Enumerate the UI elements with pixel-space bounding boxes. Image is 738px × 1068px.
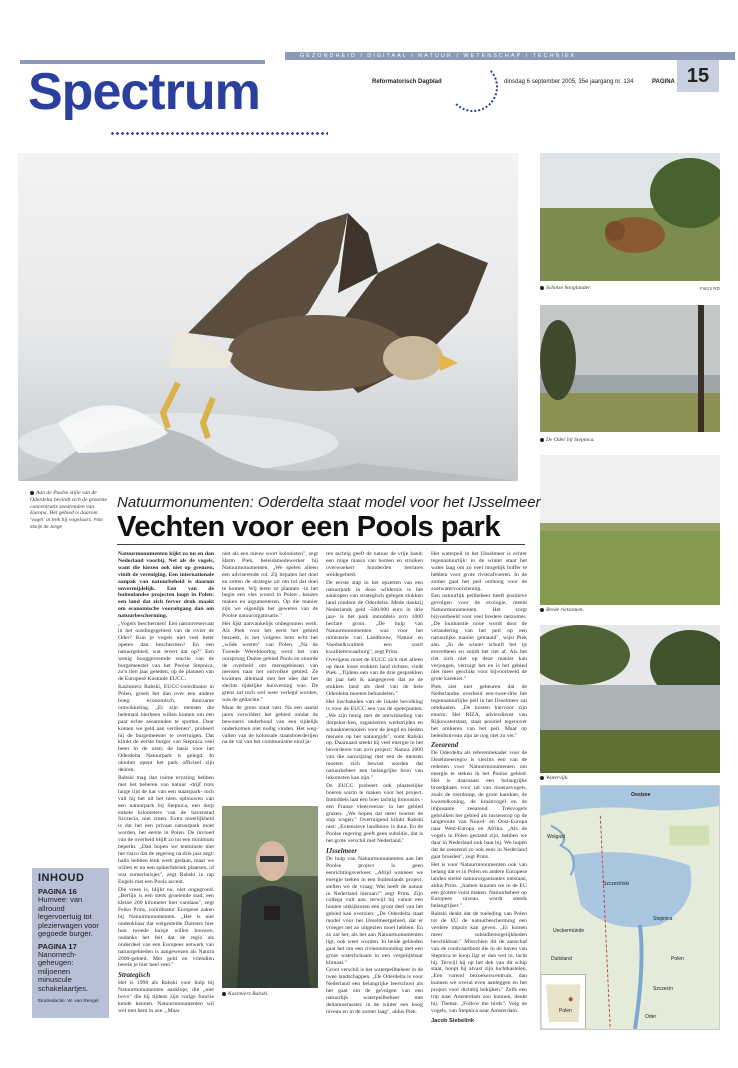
paragraph: niet als een nieuw soort kolonisten", zegt Harm Piek, beleidsmedewerker bij Natuurmonumenten. „We spelen alleen een adviserende rol. Zij bepalen het doel en zetten de strategie uit om tot dat doel te komen. Wij leren ze plannen -in het begin een vies woord in Polen-, keuzes maken en argumenteren. Op die manier zijn we eigenlijk het geweten van de Poolse natuurorganisatie." — [222, 551, 318, 620]
portrait-caption-text: Kazimierz Rabski. — [228, 991, 269, 997]
portrait-caption — [222, 991, 318, 998]
paragraph: Piek ziet niet gebeuren dat de Nederlandse overheid een-twee-drie het tegennatuurlijke peil in het IJsselmeer zal omdraaien. „De kosten hiervoor zijn enorm. Het RIZA, adviesdienst van Rijkswaterstaat, staat positief tegenover het omkeren van het peil. Maar op beleidsniveau zijn ze nog niet zo ver." — [431, 684, 527, 739]
paragraph: Kazimierz Rabski, EUCC-coördinator in Polen, groeit het dan over een andere boeg: economisch, duurzame ontwikkeling. „Er zijn mensen die helemaal hierheen willen komen om een paar echte zeearenden te spotten. Daar komen we geld aan verdienen", probeert hij de burgemeester te overtuigen. Dat klinkt de eerste burger van Stepnica veel beter in de oren; de basis voor het Oderdelta Natuurpark is gelegd. In oktober opent het park officieel zijn deuren. — [118, 684, 214, 774]
map-label-country1: Duitsland — [551, 956, 572, 962]
right-photos-credit: Foto's RD — [700, 286, 720, 291]
oder-caption-text: De Oder bij Stepnica. — [546, 437, 595, 443]
inhoud-title: INHOUD — [38, 872, 85, 884]
map-label-town3: Stepnica — [653, 916, 673, 922]
dotted-arc-icon — [448, 62, 498, 112]
article-column-3 — [326, 551, 423, 1051]
map-label-town1: Wolgast — [547, 834, 565, 840]
eagle-photo — [18, 153, 518, 481]
section-tags: GEZONDHEID / DIGITAAL / NATUUR / WETENSCHAP / TECHNIEK — [300, 53, 577, 59]
paragraph: Die vrees is, blijkt nu, niet ongegrond. „Berlijn is een sterk groeiende stad, een kleine 200 kilometer hier vandaan", zegt Feiko Prins, coördinator Europese zaken bij Natuurmonumenten. „Het is niet ondenkbaar dat welgestelde Duitsers hier hun tweede huisje willen bouwen, ondanks het feit dat de regio als onderdeel van een Europees netwerk van natuurgebieden is aangewezen als Natura 2000-gebied. Met geld en vriendien bereik je hier heel veel." — [118, 886, 214, 969]
caption-bullet — [30, 491, 34, 495]
inhoud-box — [32, 868, 109, 1018]
main-caption-text: Aan de Poolse stijle van de Oderdelta bevindt zich de grootste concentratie zeearenden van Europa. Het gebied is daarom 'vogel' in trek bij vogelaars. — [30, 490, 107, 524]
paragraph: Het waterpeil in het IJsselmeer is echter tegennatuurlijk: in de winter staat het water laag om zo veel mogelijk buffer te hebben voor grote rivierafvoeren. In de zomer gaat het peil omhoog voor de zoetwatervoorziening. — [431, 551, 527, 592]
section-title: Spectrum — [28, 63, 260, 121]
author-name: Jacob Siebelink — [431, 1017, 474, 1024]
subheading: Strategisch — [118, 971, 151, 980]
map-label-lagoon: Szczeciński — [603, 881, 630, 887]
subheading: IJsselmeer — [326, 847, 358, 856]
paragraph: Een natuurlijk peilbeheer heeft positieve gevolgen voor de ecologie, meent Natuurmonumenten. Het zorgt bijvoorbeeld voor veel bredere rietzomes. „De huidonstie nooe wordt door de verandering van het peil op een natuurlijke manier gemaaid", wijst Piek aan. „In de winter schuift het ijs erovetheen en snijdt het riet af. Als het riet zich niet op deze manier kan verjongen, verruigt het en is het gebied niet meer geschikt voor bijvoorbeeld de grote karekiet." — [431, 593, 527, 683]
caption-bullet — [540, 286, 544, 290]
paragraph: De hulp van Natuurmonumenten aan het Poolse project is geen eenrichtingsverkeer. „Altijd wanneer we energie steken in een buitenlands project, stellen we de vraag: Wat heeft de natuur in Nederland hieraan?" zegt Prins. Zijn collega vult aan, terwijl hij vanuit een houten uitkijktoren een groot deel van het gebied kan overzien: „De Oderdelta staat model voor het IJsselmeergebied, dat er vroeger net zo uitgezien moet hebben. En zo zal het, als het aan Natuurmonumenten ligt, ook weer worden. In beide gebieden gaat het om een rivierenmonding met een groot waterlichaam in een vergelijkbaar klimaat." — [326, 855, 423, 966]
paragraph: ren tachtig geeft de natuur de vrije hand; een ruige massa van bomen en struiken overwoekert honderden hectares weidegebied. — [326, 551, 423, 578]
paragraph: Het is voor Natuurmonumenten ook van belang dat er in Polen en andere Europese landen sterke natuurorganisaties ontstaan, aldus Prins. „Samen kunnen we in de EU een grotere vuist maken. Natuurbeheer op Europees niveau wordt steeds belangrijker." — [431, 861, 527, 910]
water-caption-text: Watervijk. — [546, 775, 569, 781]
paragraph: „Vogels beschermen! Een natuurreservaat in het oosdingsgebied van de rivier de Oder? Kun je vogels niet veel beter opeten dan beschermen? En een natuurgebied, wat levert dat op?" Een wenig hooggeroemde reactie van de burgemeester van het Poolse Stepnica, zo'n tien jaar geleden, op de plannen van de Europese Kustunie EUCC. — [118, 621, 214, 683]
article-headline: Vechten voor een Pools park — [117, 511, 500, 543]
caption-bullet — [222, 992, 226, 996]
map-label-town4: Szczecin — [653, 986, 674, 992]
page-label: PAGINA — [652, 79, 675, 85]
page-number: 15 — [677, 60, 719, 92]
rabski-portrait — [222, 806, 318, 988]
article-column-1 — [118, 551, 214, 1051]
article-column-4 — [431, 551, 527, 1051]
oderdelta-map — [540, 785, 720, 1030]
article-kicker: Natuurmonumenten: Oderdelta staat model voor het IJsselmeer — [117, 494, 541, 511]
paragraph: Het lijkt aanvankelijk onbegonnen werk. Als Piek voor het eerst het gebied bezoekt, is het volgens hem echt het „wilde westen" van Polen. „Na de Tweede Wereldoorlog werd het van oorsprong Duitse gebied Pools en stuurde de overheid om mensgebiesen van mensen naar het ontvolkte gebied. Ze kwamen allemaal met het idee dat het slechts tijdelijke huisvesting was. De grens zal toch wel weer verlegd worden, was de gedachte." — [222, 621, 318, 704]
highlander-photo — [540, 153, 720, 281]
paragraph: De EUCC probeert ook plaatselijke boeren warm te maken voor het project. Inmiddels laat één boer tachtig limousins -een Franse vleesveeras- in het gebied grazen. „We hopen dat meer boeren de stap wagen." Overtuigend klinkt Rabski niet: „Extensieve landbouw is duur. En de Poolse regering geeft geen subsidie, dat is het grote verschil met Nederland." — [326, 782, 423, 845]
caption-bullet — [540, 776, 544, 780]
paper-name: Reformatorisch Dagblad — [372, 79, 442, 85]
editor-credit: Eindredactie: W. van Rengel — [38, 999, 99, 1004]
main-photo-credit: Foto Marijn de Jonge — [30, 517, 103, 529]
reed-caption — [540, 607, 680, 614]
map-label-river: Oder — [645, 1014, 657, 1020]
inhoud-text-1: Humvee: van allround legervoertuig tot plezierwagen voor gegoede burger. — [38, 895, 99, 938]
water-photo — [540, 625, 720, 773]
paragraph: Het inschakelen van de lokale bevolking is voor de EUCC een van de speerpunten. „We zijn bezig met de ontwikkeling van dorpsker-ken, organiseren wedstrijden en schaaktoernooien voor de jeugd en bieden mensen op het natuurgids", somt Rabski op. Daarnaast steekt hij veel energie in het bevorderen van zo'n project: Natura 2000 van die aanwijzing met een de mensen moeten zich bewust worden dat natuurbeheer een belangrijke bron van inkomsten kan zijn." — [326, 699, 423, 781]
paragraph: Rabski mag dan ruime ervaring hebben met het beheren van natuur -drijf trots lange tijd de kar van een staatspark- toch valt hij het uit het niets opbouwen van een natuurpark bij Stepnica, een dorp enkele kilometers van de havenstad Szczecin, niet zitten. Extra moeilijkheid is dat het een privaat natuurpark moet worden, het eerste in Polen. De invloed van de overheid blijft zo tot een minimum beperkt. „Dan hopen we tenminste niet het risico dat de regering na drie jaar zegt: hallo hebben leuk werk gedaan, maar we willen er nu een spikerfabriek plaatsen, of wat zomerhuisjes", zegt Rabski in rap Engels met een Pools accent. — [118, 775, 214, 885]
water-caption — [540, 775, 680, 782]
map-inset-label: Polen — [559, 1008, 572, 1014]
headline-rule — [117, 544, 525, 545]
highlander-caption-text: Schotse hooglander. — [546, 285, 592, 291]
paragraph: Natuurmonumenten kijkt zo nu en dan Nederland voorbij. Net als de vogels, want die kiezen ook niet op grenzen, vindt de vereniging. Een internationale aanpak van natuurbeheid is daarom onvermijdelijk. Een van de buitenlandse projecten loopt in Polen: een land dat zich fervor druk maakt om economische vooruitgang dan om natuurbescherming. — [118, 551, 214, 620]
paragraph: Het is 1998 als Rabski voor hulp bij Natuurmonumenten aanklopt, die „niet bovo" die bij tijdens zijn vorige functie kende kennen. Natuurmonumenten wil wel met hem in zee. „Maar — [118, 980, 214, 1014]
map-label-sea: Oostzee — [631, 792, 651, 798]
paragraph: Maar de grens staat vast. Na een aantal jaren verwildert het gebied omdat de bewoners onderhoud van een tijdelijk onderkomen niet nodig vinden. Het weg-vallen van de kolossale staatsboerderijen na de val van het communisme eind ja- — [222, 704, 318, 746]
paragraph: De Oderdelta als referentiekader voor de IJsselmeerregio is slechts een van de redenen voor Natuurmonumenten om energie te steken in het Poolse gebied. Het is daarnaast een belangrijke broedplaats voor tal van moerasvogels, zoals de roerdomp, de grote karekiet, de kwartelkoning, de kraanvogel en de imposante zeearend. Trekvogels gebruiken het gebied als tussenstop op de langeroute van Noord- en Oost-Europa naar West-Europa en Afrika. „Als de vogels in Polen gestand zijn, hebben we daar in Nederland ook baat bij. We hopen dat de zeearend zo ook eens in Nederland gaat broeden", zegt Prins. — [431, 750, 527, 860]
inhoud-page-2[interactable]: PAGINA 17 — [38, 941, 77, 951]
paragraph: Overigens moet de EUCC zich niet alleen op deze losse stukken land richten, vindt Piek. „Tijdens een van de drie gesprekken dit jaar heb ik aangegeven dat ze de stukken land als deel van de hele Oderdelta moeten behandelen." — [326, 656, 423, 698]
article-column-2 — [222, 551, 318, 803]
highlander-caption — [540, 285, 680, 292]
paragraph: Rabski denkt dat de toeleding van Polen tot de EU de natuurbescherming een verdere impuls kan geven. „Er komen meer subsidiemogelijkheden beschikbaar." Misschien dit de aanschaf van de rondvaartboot die in de haven van Stepnica te koop ligt er dan wel in, lacht hij. Terwijl hij op het dek van dit schip staat, hoopt hij alvast zijn luchtkastelen. „Een varend bezoekerscentrum, dan kunnen we overal even aanleggen en het project voor dichtbij bekijken." Zelfs een trip naar Amsterdam zou kunnen, denkt hij. Thema: „Follow the birds". Volg de vogels, van Stepnica naar Amsterdam. — [431, 911, 527, 1014]
inhoud-page-1[interactable]: PAGINA 16 — [38, 887, 77, 896]
map-label-town2: Ueckermünde — [553, 928, 585, 934]
map-label-country2: Polen — [671, 956, 684, 962]
reed-photo — [540, 455, 720, 605]
reed-caption-text: Brede rietzomen. — [546, 607, 585, 613]
dateline: dinsdag 6 september 2005, 35e jaargang nr. 134 — [504, 79, 634, 85]
inhoud-text-2: Nanomech-geheugen: miljoenen minuscule schakelaartjes. — [38, 949, 89, 993]
title-dotted-rule — [110, 132, 328, 135]
caption-bullet — [540, 438, 544, 442]
oder-photo — [540, 305, 720, 432]
main-photo-caption — [30, 490, 110, 531]
subheading: Zeearend — [431, 741, 459, 750]
oder-caption — [540, 437, 680, 444]
caption-bullet — [540, 608, 544, 612]
paragraph: De eerste stap in het opzetten van een natuurpark in deze wildernis is het aankopen van strategisch gelegen stukken land rondom de Oderdelta. Mede dankzij Nederlands geld -500.000 euro in drie jaar- is het park inmiddels zo'n 1000 hectare groot. „De hulp van Natuurmonumenten was voor het ministerie van Landbouw, Natuur en Voedselkwaliteit een soort kwaliteitswaarborg", zegt Prins. — [326, 579, 423, 655]
paragraph: Groot verschil is het waterpeilbeheer in de twee landschappen. „De Oderdelta is voor Nederland een belangrijke leerschool als het gaat om de gevolgen van een natuurlijk waterpeilbeheer met deltamoerassen: in de winter een hoog niveau en in de zomer laag", aldus Piek. — [326, 967, 423, 1015]
